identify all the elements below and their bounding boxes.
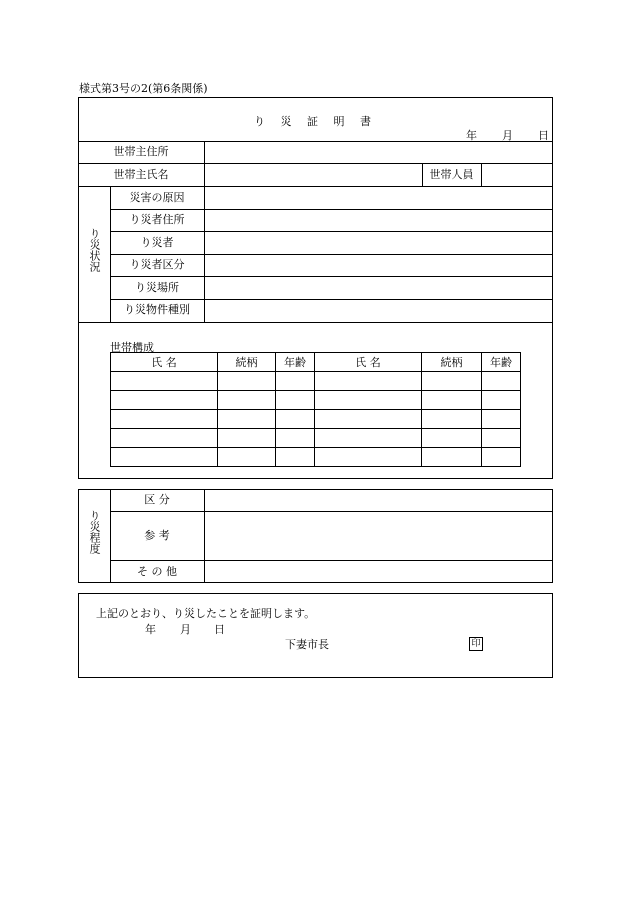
table-cell[interactable]	[422, 429, 482, 448]
situation-row-victim-category: り災者区分	[129, 258, 185, 271]
table-cell[interactable]	[218, 372, 276, 391]
table-row	[111, 391, 521, 410]
situation-field-property-type[interactable]	[205, 300, 552, 321]
table-cell[interactable]	[111, 429, 218, 448]
situation-field-location[interactable]	[205, 277, 552, 298]
certification-date-day: 日	[214, 623, 225, 636]
situation-row-property-type: り災物件種別	[124, 303, 190, 316]
header-name-2: 氏 名	[315, 353, 422, 372]
damage-field-other[interactable]	[205, 561, 552, 582]
seal-mark: 印	[469, 637, 483, 651]
certification-date-month: 月	[180, 623, 191, 636]
date-year-label: 年	[466, 129, 477, 142]
table-cell[interactable]	[315, 448, 422, 467]
damage-row-category: 区 分	[144, 493, 170, 506]
table-cell[interactable]	[276, 372, 315, 391]
table-row	[111, 429, 521, 448]
table-cell[interactable]	[111, 410, 218, 429]
damage-group-label: り災程度	[88, 510, 101, 554]
household-address-label: 世帯主住所	[113, 145, 169, 158]
situation-row-victim: り災者	[140, 236, 174, 249]
table-cell[interactable]	[111, 391, 218, 410]
situation-group-label: り災状況	[88, 228, 101, 272]
table-cell[interactable]	[276, 429, 315, 448]
table-cell[interactable]	[482, 448, 521, 467]
situation-field-victim-category[interactable]	[205, 255, 552, 276]
table-cell[interactable]	[315, 372, 422, 391]
table-cell[interactable]	[422, 391, 482, 410]
table-cell[interactable]	[482, 391, 521, 410]
composition-label: 世帯構成	[110, 341, 154, 354]
table-cell[interactable]	[111, 448, 218, 467]
table-row	[111, 448, 521, 467]
table-cell[interactable]	[422, 372, 482, 391]
header-age-2: 年齢	[482, 353, 521, 372]
table-cell[interactable]	[218, 448, 276, 467]
table-cell[interactable]	[111, 372, 218, 391]
table-cell[interactable]	[422, 410, 482, 429]
header-name-1: 氏 名	[111, 353, 218, 372]
mayor-title: 下妻市長	[285, 638, 329, 651]
table-cell[interactable]	[315, 410, 422, 429]
damage-row-reference: 参 考	[144, 529, 170, 542]
table-cell[interactable]	[218, 391, 276, 410]
situation-field-cause[interactable]	[205, 187, 552, 208]
table-cell[interactable]	[315, 429, 422, 448]
damage-row-other: そ の 他	[137, 565, 177, 578]
header-relation-1: 続柄	[218, 353, 276, 372]
household-name-field[interactable]	[205, 164, 421, 185]
table-row	[111, 372, 521, 391]
table-cell[interactable]	[276, 391, 315, 410]
table-cell[interactable]	[422, 448, 482, 467]
table-row	[111, 410, 521, 429]
table-cell[interactable]	[482, 429, 521, 448]
damage-field-category[interactable]	[205, 490, 552, 511]
situation-row-victim-address: り災者住所	[129, 213, 185, 226]
composition-table	[110, 352, 521, 467]
composition-header-row	[111, 353, 521, 372]
table-cell[interactable]	[276, 410, 315, 429]
situation-field-victim[interactable]	[205, 232, 552, 253]
table-cell[interactable]	[482, 410, 521, 429]
form-number: 様式第3号の2(第6条関係)	[79, 82, 208, 95]
situation-row-location: り災場所	[135, 281, 179, 294]
table-cell[interactable]	[482, 372, 521, 391]
household-name-label: 世帯主氏名	[113, 168, 169, 181]
date-day-label: 日	[538, 129, 549, 142]
table-cell[interactable]	[315, 391, 422, 410]
date-month-label: 月	[502, 129, 513, 142]
table-cell[interactable]	[276, 448, 315, 467]
table-cell[interactable]	[218, 410, 276, 429]
household-members-field[interactable]	[482, 164, 552, 185]
damage-field-reference[interactable]	[205, 512, 552, 560]
header-relation-2: 続柄	[422, 353, 482, 372]
header-age-1: 年齢	[276, 353, 315, 372]
certification-date-year: 年	[145, 623, 156, 636]
table-cell[interactable]	[218, 429, 276, 448]
household-address-field[interactable]	[205, 142, 552, 163]
household-members-label: 世帯人員	[429, 168, 474, 181]
certification-statement: 上記のとおり、り災したことを証明します。	[96, 607, 316, 620]
situation-row-cause: 災害の原因	[129, 191, 185, 204]
certificate-title: り 災 証 明 書	[254, 115, 377, 128]
situation-field-victim-address[interactable]	[205, 210, 552, 231]
